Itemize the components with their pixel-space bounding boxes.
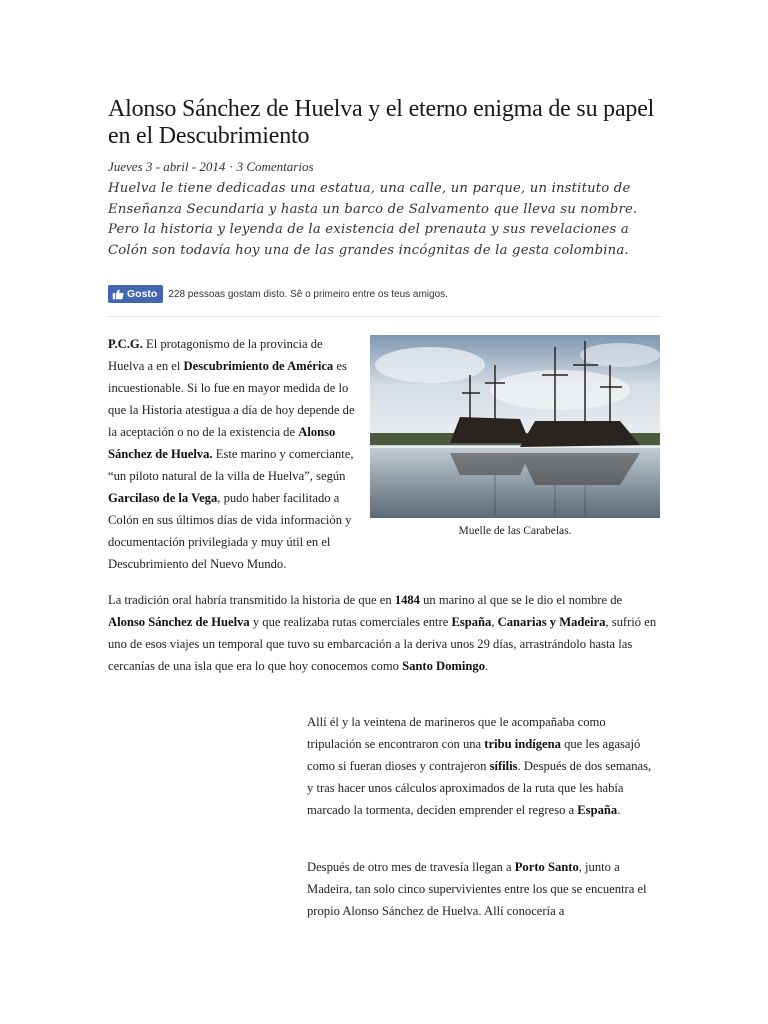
text-span: y que realizaba rutas comerciales entre: [249, 615, 452, 629]
text-span: La tradición oral habría transmitido la historia de que en: [108, 593, 395, 607]
like-button-label: Gosto: [127, 288, 158, 300]
bold-span: sífilis: [489, 759, 518, 773]
article-title: Alonso Sánchez de Huelva y el eterno enigma de su papel en el Descubrimiento: [108, 96, 655, 149]
text-span: un marino al que se le dio el nombre de: [419, 593, 623, 607]
bold-span: Garcilaso de la Vega: [108, 491, 218, 505]
article-meta: [108, 159, 660, 175]
figure-caption: Muelle de las Carabelas.: [458, 525, 572, 537]
thumbs-up-icon: [112, 288, 124, 300]
like-count-text: 228 pessoas gostam disto. Sê o primeiro entre os teus amigos.: [168, 288, 448, 300]
divider: [108, 316, 660, 317]
article-lead: Huelva le tiene dedicadas una estatua, una calle, un parque, un instituto de Enseñanza Secundaria y hasta un barco de Salvamento que lleva su nombre. Pero la historia y leyenda de la existencia del prenauta y sus revelaciones a Colón son todavía hoy una de las grandes incógnitas de la gesta colombina.: [108, 181, 638, 258]
text-span: , sufrió en uno de esos viajes un temporal que tuvo su embarcación a la deriva unos 29 días, arrastrándolo hasta las cercanías de una isla que era lo que hoy conocemos como: [108, 615, 657, 673]
text-span: Después de otro mes de travesía llegan a: [307, 860, 515, 874]
ships-photo[interactable]: [370, 335, 660, 518]
meta-separator: ·: [229, 159, 233, 174]
article-figure: [370, 335, 660, 542]
text-span: que les agasajó como si fueran dioses y contrajeron: [307, 737, 641, 773]
text-span: .: [485, 659, 489, 673]
bold-span: tribu indígena: [484, 737, 561, 751]
bold-span: Descubrimiento de América: [183, 359, 334, 373]
text-span: , junto a Madeira, tan solo cinco supervivientes entre los que se encuentra el propio Alonso Sánchez de Huelva. Allí conocería a: [307, 860, 647, 918]
bold-span: 1484: [394, 593, 420, 607]
paragraph-3: [307, 711, 659, 821]
bold-span: Alonso Sánchez de Huelva.: [108, 425, 336, 461]
text-span: .: [617, 803, 621, 817]
paragraph-4: [307, 856, 659, 922]
text-span: Este marino y comerciante, “un piloto natural de la villa de Huelva”, según: [108, 447, 354, 483]
paragraph-2: [108, 589, 660, 677]
bold-span: Santo Domingo: [402, 659, 486, 673]
text-span: ,: [491, 615, 498, 629]
bold-span: España: [451, 615, 492, 629]
text-span: . Después de dos semanas, y tras hacer unos cálculos aproximados de la ruta que les había marcado la tormenta, deciden emprender el regreso a: [307, 759, 652, 817]
bold-span: Canarias y Madeira: [497, 615, 606, 629]
like-button[interactable]: [108, 285, 163, 303]
text-span: , pudo haber facilitado a Colón en sus últimos días de vida información y documentación privilegiada y muy útil en el Descubrimiento del Nuevo Mundo.: [108, 491, 352, 571]
bold-span: Porto Santo: [514, 860, 579, 874]
text-span: Allí él y la veintena de marineros que le acompañaba como tripulación se encontraron con una: [307, 715, 606, 751]
author-initials: P.C.G.: [108, 337, 143, 351]
comments-link[interactable]: 3 Comentarios: [236, 159, 314, 174]
text-span: es incuestionable. Si lo fue en mayor medida de lo que la Historia atestigua a día de hoy depende de la aceptación o no de la existencia de: [108, 359, 355, 439]
text-span: El protagonismo de la provincia de Huelva a en el: [108, 337, 323, 373]
article-date: Jueves 3 - abril - 2014: [108, 159, 226, 174]
paragraph-1: [108, 333, 660, 575]
bold-span: España: [577, 803, 618, 817]
facebook-like-bar: [108, 284, 660, 304]
bold-span: Alonso Sánchez de Huelva: [108, 615, 250, 629]
